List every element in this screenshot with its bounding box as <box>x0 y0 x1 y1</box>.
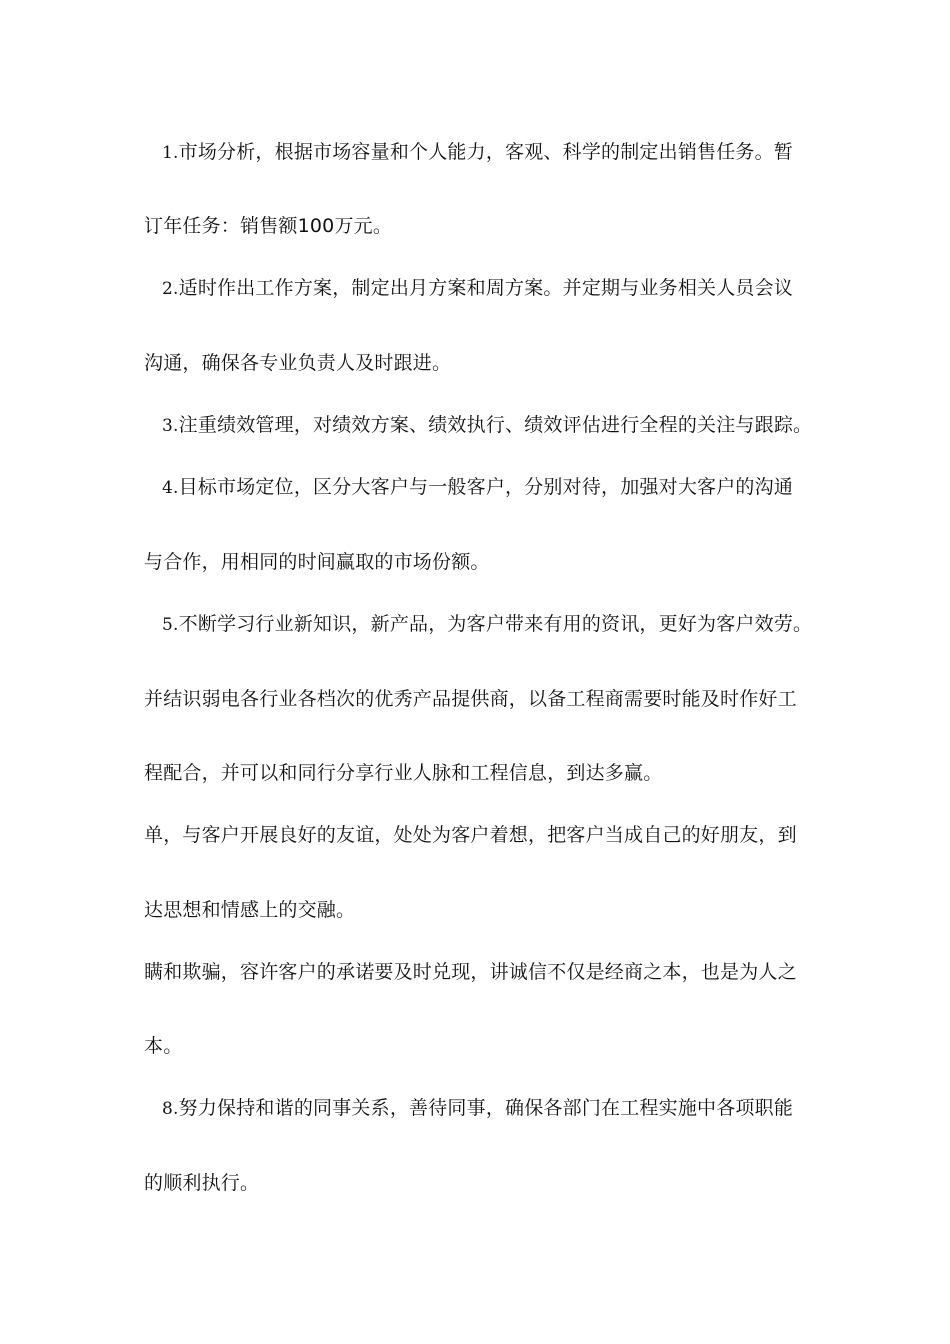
paragraph-8-line-2 <box>144 1171 814 1195</box>
paragraph-5-line-2 <box>144 687 814 711</box>
item-number: 3. <box>162 416 179 436</box>
paragraph-1-line-2 <box>144 214 814 238</box>
paragraph-text: 程配合，并可以和同行分享行业人脉和工程信息，到达多赢。 <box>144 762 663 784</box>
paragraph-2-line-2 <box>144 351 814 375</box>
paragraph-text: 注重绩效管理，对绩效方案、绩效执行、绩效评估进行全程的关注与跟踪。 <box>178 414 813 436</box>
paragraph-7-line-1 <box>144 960 814 984</box>
paragraph-text: 适时作出工作方案，制定出月方案和周方案。并定期与业务相关人员会议 <box>178 277 794 299</box>
paragraph-text: 沟通，确保各专业负责人及时跟进。 <box>144 352 452 374</box>
item-number: 4. <box>162 478 179 498</box>
paragraph-2-line-1 <box>162 276 832 301</box>
paragraph-6-line-1 <box>144 823 814 847</box>
paragraph-8-line-1 <box>162 1096 832 1121</box>
paragraph-text: 本。 <box>144 1035 183 1057</box>
paragraph-text: 并结识弱电各行业各档次的优秀产品提供商，以备工程商需要时能及时作好工 <box>144 688 797 710</box>
paragraph-6-line-2 <box>144 898 814 922</box>
paragraph-7-line-2 <box>144 1034 814 1058</box>
paragraph-text: 市场分析，根据市场容量和个人能力，客观、科学的制定出销售任务。暂 <box>178 141 794 163</box>
paragraph-text: 达思想和情感上的交融。 <box>144 899 356 921</box>
paragraph-5-line-1 <box>162 612 832 637</box>
paragraph-text: 瞒和欺骗，容许客户的承诺要及时兑现，讲诚信不仅是经商之本，也是为人之 <box>144 961 797 983</box>
paragraph-text: 目标市场定位，区分大客户与一般客户，分别对待，加强对大客户的沟通 <box>178 476 794 498</box>
paragraph-5-line-3 <box>144 761 814 785</box>
paragraph-text: 订年任务：销售额100万元。 <box>144 215 393 237</box>
paragraph-text: 单，与客户开展良好的友谊，处处为客户着想，把客户当成自己的好朋友，到 <box>144 824 797 846</box>
item-number: 5. <box>162 615 179 635</box>
paragraph-text: 努力保持和谐的同事关系，善待同事，确保各部门在工程实施中各项职能 <box>178 1097 794 1119</box>
paragraph-text: 不断学习行业新知识，新产品，为客户带来有用的资讯，更好为客户效劳。 <box>178 613 813 635</box>
item-number: 8. <box>162 1099 179 1119</box>
paragraph-text: 与合作，用相同的时间赢取的市场份额。 <box>144 551 490 573</box>
paragraph-4-line-2 <box>144 550 814 574</box>
item-number: 2. <box>162 279 179 299</box>
paragraph-4-line-1 <box>162 475 832 500</box>
item-number: 1. <box>162 143 179 163</box>
paragraph-1-line-1 <box>162 140 832 165</box>
paragraph-3-line-1 <box>162 413 832 438</box>
paragraph-text: 的顺利执行。 <box>144 1172 260 1194</box>
